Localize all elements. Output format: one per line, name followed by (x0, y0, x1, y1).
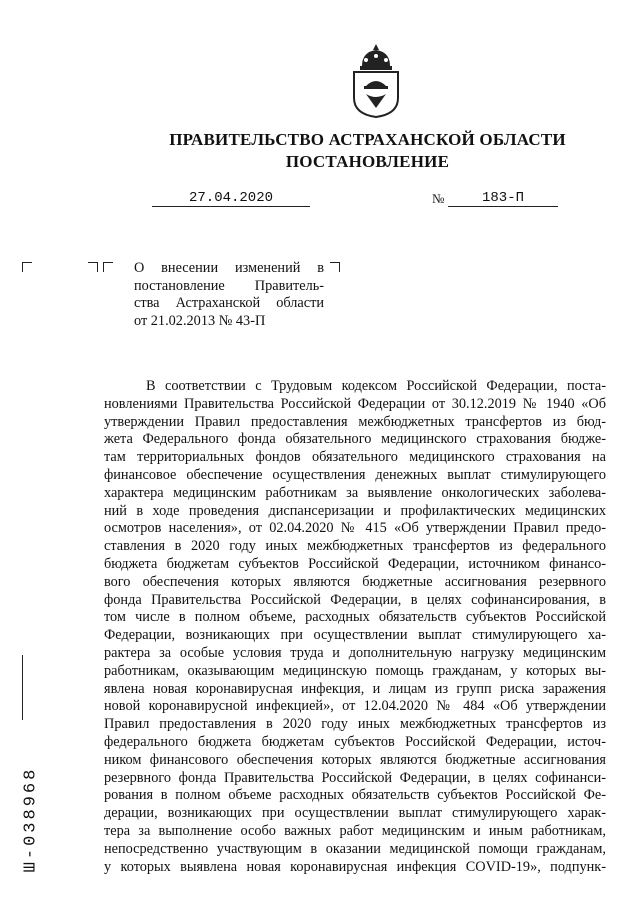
subject-line: О внесении изменений в (134, 260, 324, 276)
body-line: явлена новая коронавирусная инфекция, и лицам из групп риска заражения (104, 680, 606, 697)
body-line: ставления в 2020 году иных межбюджетных трансфертов из федерального (104, 538, 606, 555)
corner-mark-right (330, 262, 340, 272)
body-line: новлениями Правительства Российской Федерации от 30.12.2019 № 1940 «Об (104, 395, 606, 412)
subject-line: постановление Правитель- (134, 277, 324, 294)
body-line: В соответствии с Трудовым кодексом Российской Федерации, поста- (146, 378, 606, 394)
subject-line: от 21.02.2013 № 43-П (134, 312, 266, 329)
corner-mark-b (103, 262, 113, 272)
subject-line: ства Астраханской области (134, 295, 324, 312)
body-line: дерации, возникающих при осуществлении выплат стимулирующего харак- (104, 805, 606, 822)
body-line: бюджета бюджетам субъектов Российской Федерации, источником финансо- (104, 555, 606, 572)
body-line: ником финансового обеспечения которых являются бюджетные ассигнования (104, 751, 606, 768)
body-line: фонда Правительства Российской Федерации, в целях софинансирования, в (104, 591, 606, 608)
body-paragraph (104, 378, 606, 876)
date-field (152, 188, 310, 207)
body-line: ний в ходе проведения диспансеризации и профилактических медицинских (104, 502, 606, 519)
body-line: у которых выявлена новая коронавирусная инфекция COVID-19», подпунк- (104, 858, 606, 875)
astrakhan-coat-of-arms-icon (348, 42, 404, 118)
body-line: утверждении Правил предоставления межбюджетных трансфертов из бюд- (104, 413, 606, 430)
body-line: Правил предоставления в 2020 году иных межбюджетных трансфертов из (104, 716, 606, 733)
body-line: рования в полном объеме расходных обязательств субъектов Российской Фе- (104, 787, 606, 804)
body-line: тера за выполнение особо важных работ медицинским и иным работникам, (104, 822, 606, 839)
number-sign: № (432, 191, 445, 206)
government-title: ПРАВИТЕЛЬСТВО АСТРАХАНСКОЙ ОБЛАСТИ (169, 130, 566, 149)
document-subject (134, 260, 324, 330)
body-line: вого обеспечения которых являются бюджетные ассигнования резервного (104, 573, 606, 590)
corner-mark-left (22, 262, 32, 272)
document-type: ПОСТАНОВЛЕНИЕ (285, 152, 450, 171)
body-line: новой коронавирусной инфекцией», от 12.04.2020 № 484 «Об утверждении (104, 698, 606, 715)
margin-line (22, 655, 23, 720)
body-line: Федерации, возникающих при осуществлении выплат стимулирующего ха- (104, 627, 606, 644)
document-number: 183-П (481, 190, 524, 206)
body-line: характера медицинским работникам за выявление онкологических заболева- (104, 484, 606, 501)
body-line: непосредственно участвующим в оказании медицинской помощи гражданам, (104, 840, 606, 857)
document-date: 27.04.2020 (188, 190, 273, 206)
body-line: осмотров населения», от 02.04.2020 № 415 «Об утверждении Правил предо- (104, 520, 606, 537)
body-line: резервного фонда Правительства Российской Федерации, в целях софинанси- (104, 769, 606, 786)
form-serial-number: Ш-038968 (21, 766, 41, 873)
number-field (448, 188, 558, 207)
body-line: там территориальных фондов обязательного медицинского страхования на (104, 449, 606, 466)
body-line: работникам, оказывающим медицинскую помощь гражданам, у которых вы- (104, 662, 606, 679)
body-line: рактера за особые условия труда и дополнительную нагрузку медицинским (104, 644, 606, 661)
corner-mark-a (88, 262, 98, 272)
body-line: том числе в полном объеме, расходных обязательств субъектов Российской (104, 609, 606, 626)
body-line: финансовое обеспечение осуществления денежных выплат стимулирующего (104, 466, 606, 483)
body-line: жета Федерального фонда обязательного медицинского страхования бюдже- (104, 431, 606, 448)
body-line: федерального бюджета бюджетам субъектов Российской Федерации, источ- (104, 733, 606, 750)
